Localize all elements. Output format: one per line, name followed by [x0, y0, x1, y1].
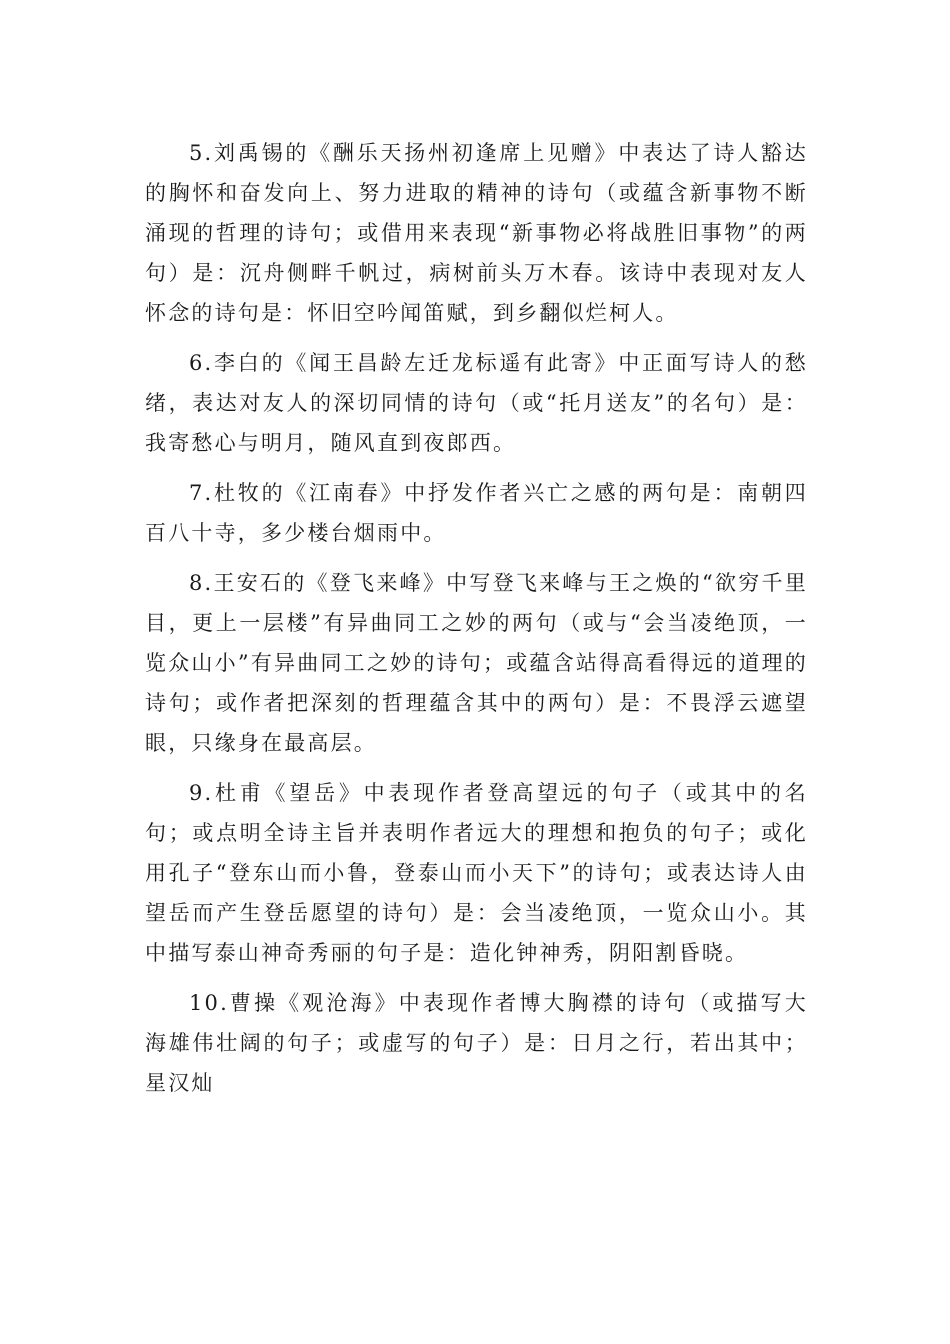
- paragraph-10: 10.曹操《观沧海》中表现作者博大胸襟的诗句（或描写大海雄伟壮阔的句子；或虚写的句子）是：日月之行，若出其中；星汉灿: [145, 991, 808, 1095]
- paragraph-9: 9.杜甫《望岳》中表现作者登高望远的句子（或其中的名句；或点明全诗主旨并表明作者远大的理想和抱负的句子；或化用孔子“登东山而小鲁，登泰山而小天下”的诗句；或表达诗人由望岳而产生登岳愿望的诗句）是：会当凌绝顶，一览众山小。其中描写泰山神奇秀丽的句子是：造化钟神秀，阴阳割昏晓。: [145, 781, 808, 965]
- paragraph-8: 8.王安石的《登飞来峰》中写登飞来峰与王之焕的“欲穷千里目，更上一层楼”有异曲同工之妙的两句（或与“会当凌绝顶，一览众山小”有异曲同工之妙的诗句；或蕴含站得高看得远的道理的诗句；或作者把深刻的哲理蕴含其中的两句）是：不畏浮云遮望眼，只缘身在最高层。: [145, 571, 808, 755]
- paragraph-5: 5.刘禹锡的《酬乐天扬州初逢席上见赠》中表达了诗人豁达的胸怀和奋发向上、努力进取的精神的诗句（或蕴含新事物不断涌现的哲理的诗句；或借用来表现“新事物必将战胜旧事物”的两句）是：沉舟侧畔千帆过，病树前头万木春。该诗中表现对友人怀念的诗句是：怀旧空吟闻笛赋，到乡翻似烂柯人。: [145, 141, 808, 325]
- paragraph-6: 6.李白的《闻王昌龄左迁龙标遥有此寄》中正面写诗人的愁绪，表达对友人的深切同情的诗句（或“托月送友”的名句）是：我寄愁心与明月，随风直到夜郎西。: [145, 351, 808, 455]
- paragraph-7: 7.杜牧的《江南春》中抒发作者兴亡之感的两句是：南朝四百八十寺，多少楼台烟雨中。: [145, 481, 808, 545]
- document-body: [145, 133, 808, 1113]
